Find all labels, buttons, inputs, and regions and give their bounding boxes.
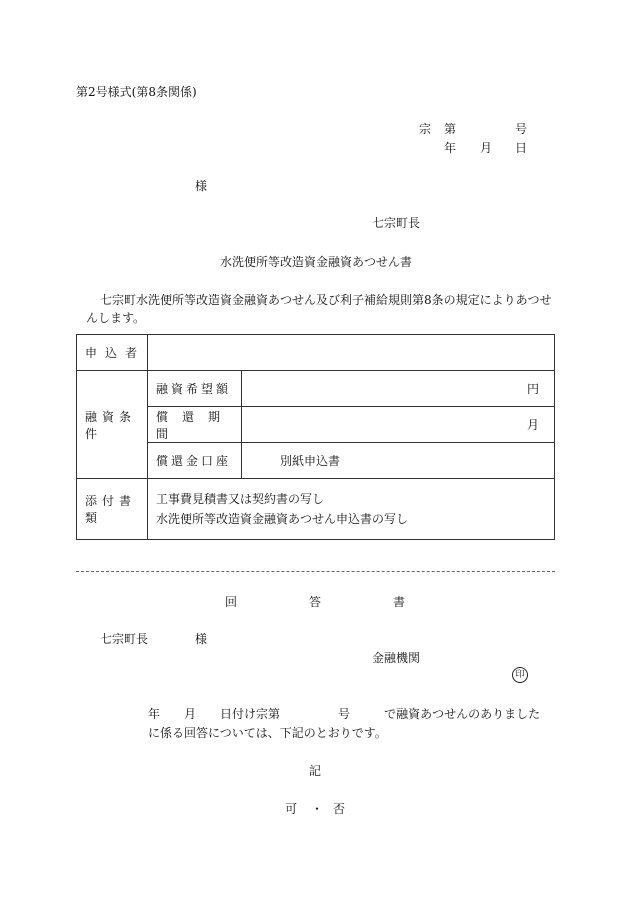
reply-title-char-2: 答 bbox=[309, 595, 322, 609]
attachment-item: 工事費見積書又は契約書の写し bbox=[156, 492, 325, 506]
issuer: 七宗町長 bbox=[372, 216, 421, 230]
repayment-account-label: 償還金口座 bbox=[148, 443, 242, 479]
date-year: 年 bbox=[444, 141, 457, 155]
form-number: 第2号様式(第8条関係) bbox=[76, 85, 197, 99]
doc-number-dai: 第 bbox=[444, 122, 457, 136]
ki-mark: 記 bbox=[309, 764, 322, 778]
conditions-label: 融資条件 bbox=[77, 371, 148, 479]
cut-line-divider bbox=[76, 571, 555, 572]
reply-title-char-3: 書 bbox=[393, 595, 406, 609]
repayment-account-value: 別紙申込書 bbox=[242, 443, 555, 479]
document-title: 水洗便所等改造資金融資あつせん書 bbox=[220, 255, 413, 269]
reply-to-suffix: 様 bbox=[195, 632, 208, 646]
addressee-suffix: 様 bbox=[195, 179, 208, 193]
attachments-label: 添付書類 bbox=[77, 479, 148, 540]
attachments-list bbox=[148, 479, 555, 540]
body-line-2: んします。 bbox=[86, 311, 146, 325]
reply-line-1-ref: 日付け宗第 bbox=[220, 707, 281, 721]
applicant-label: 申込者 bbox=[77, 335, 148, 371]
reply-line-1-tail: で融資あつせんのありました bbox=[384, 707, 541, 721]
loan-form-table bbox=[76, 334, 555, 540]
reply-line-1-month: 月 bbox=[184, 707, 197, 721]
date-month: 月 bbox=[480, 141, 493, 155]
repayment-period-label: 償還期間 bbox=[148, 407, 242, 443]
body-line-1: 七宗町水洗便所等改造資金融資あつせん及び利子補給規則第8条の規定によりあつせ bbox=[100, 293, 552, 307]
attachment-item: 水洗便所等改造資金融資あつせん申込書の写し bbox=[156, 512, 409, 526]
reply-line-1-year: 年 bbox=[148, 707, 161, 721]
loan-amount-unit: 円 bbox=[242, 371, 555, 407]
doc-number-sect: 宗 bbox=[419, 122, 432, 136]
reply-title-char-1: 回 bbox=[225, 595, 238, 609]
result-not-possible: 否 bbox=[333, 802, 346, 816]
reply-to-name: 七宗町長 bbox=[100, 632, 149, 646]
result-separator: ・ bbox=[311, 802, 324, 816]
repayment-period-unit: 月 bbox=[242, 407, 555, 443]
reply-line-1 bbox=[148, 708, 540, 720]
reply-from: 金融機関 bbox=[372, 651, 421, 665]
applicant-value bbox=[148, 335, 555, 371]
date-day: 日 bbox=[515, 141, 528, 155]
result-possible: 可 bbox=[285, 802, 298, 816]
loan-amount-label: 融資希望額 bbox=[148, 371, 242, 407]
doc-number-go: 号 bbox=[515, 122, 528, 136]
reply-line-1-go: 号 bbox=[338, 707, 351, 721]
reply-line-2: に係る回答については、下記のとおりです。 bbox=[148, 726, 387, 740]
seal-mark: 印 bbox=[512, 667, 528, 683]
